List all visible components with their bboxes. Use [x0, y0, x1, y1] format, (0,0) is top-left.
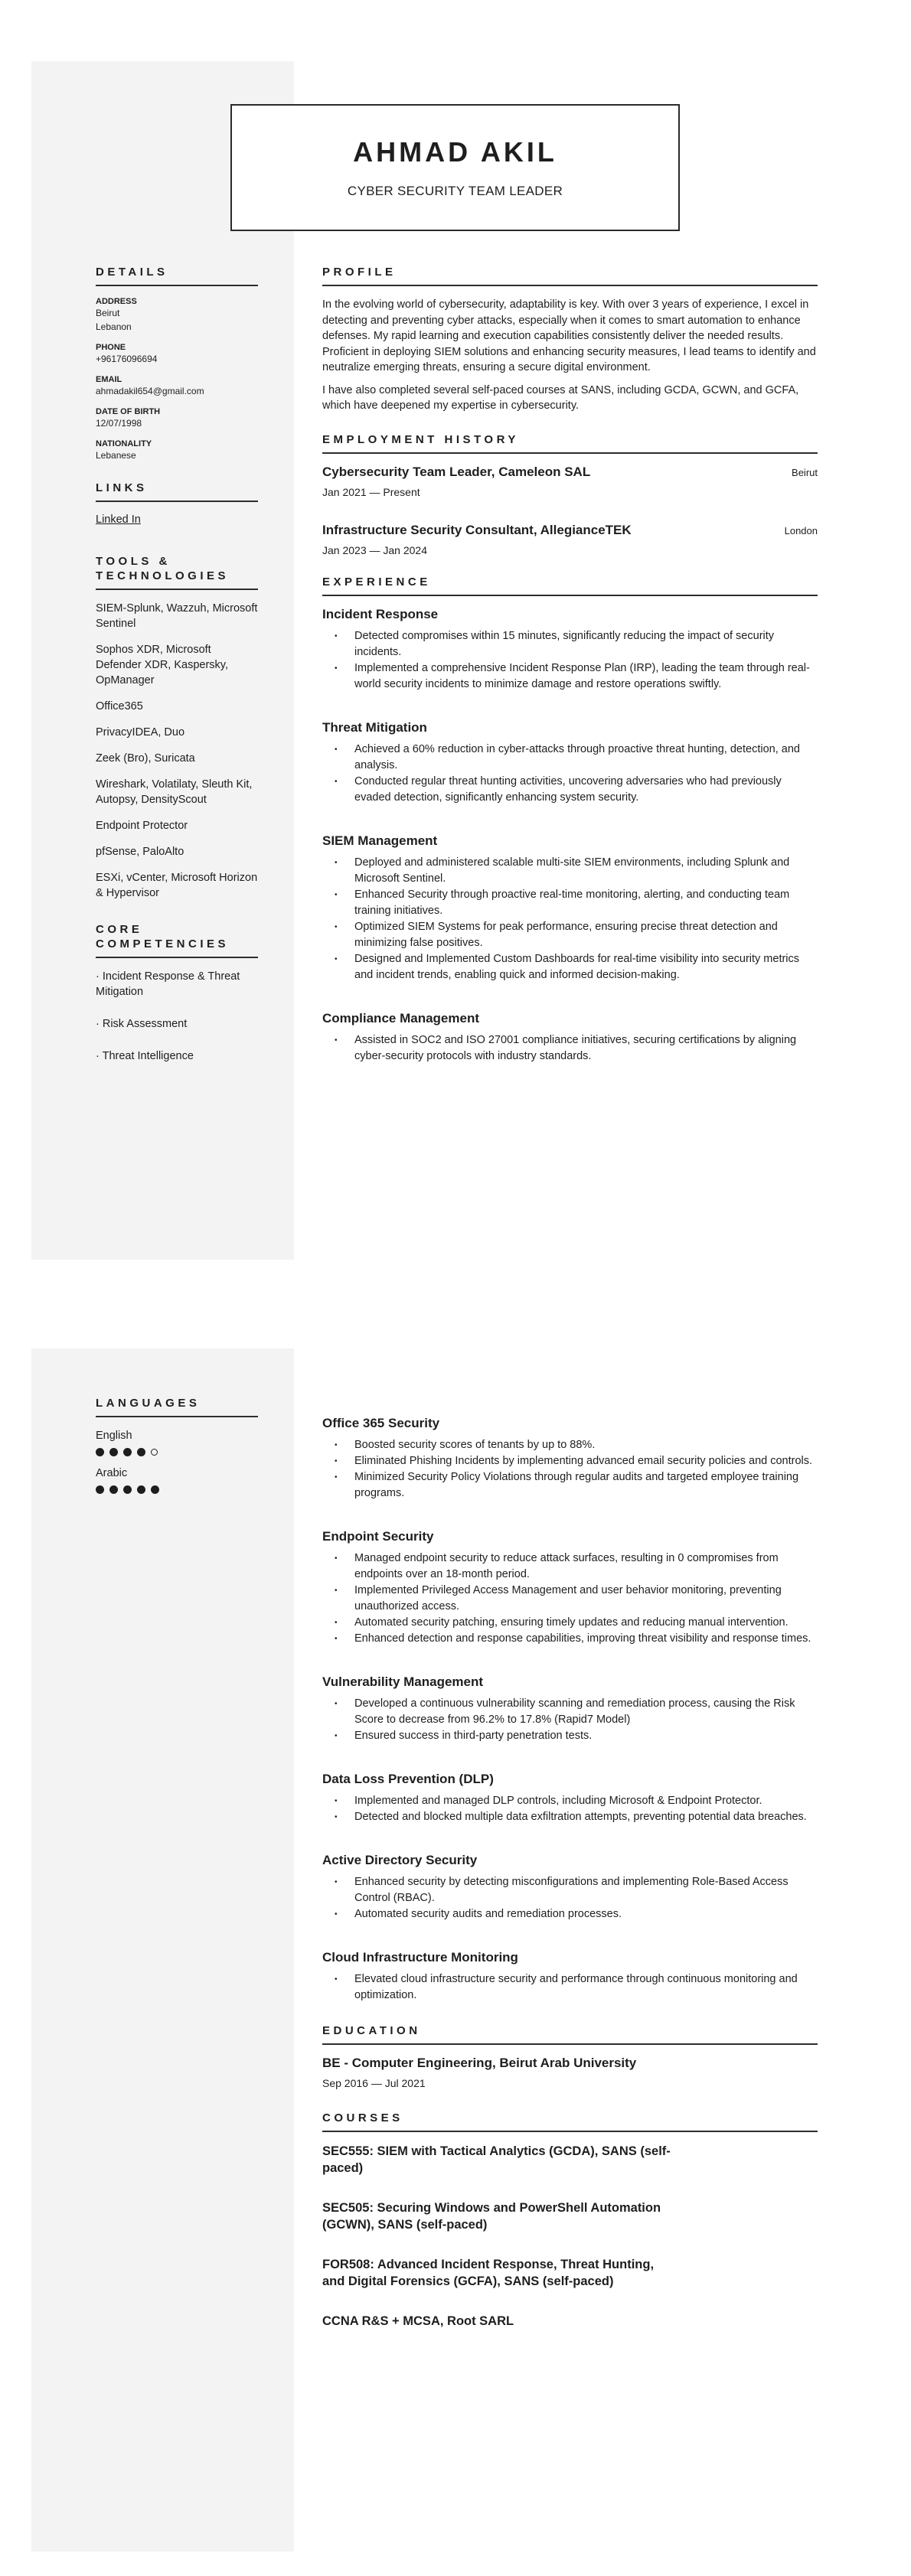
main-column: [322, 1416, 818, 2353]
bullet-item: • Boosted security scores of tenants by up to 88%.: [354, 1437, 818, 1453]
experience-group-title: Incident Response: [322, 606, 439, 621]
sidebar: [96, 1396, 258, 1503]
competency-item: · Incident Response & Threat Mitigation: [96, 970, 240, 998]
tool-item: PrivacyIDEA, Duo: [96, 726, 185, 739]
bullet-item: • Elevated cloud infrastructure security and performance through continuous monitoring and optimization.: [354, 1971, 818, 2004]
language-level: [96, 1485, 258, 1494]
address-line-1: Beirut: [96, 308, 120, 318]
tool-item: ESXi, vCenter, Microsoft Horizon & Hypervisor: [96, 872, 258, 899]
bullet-item: • Enhanced Security through proactive real-time monitoring, alerting, and conducting team training initiatives.: [354, 887, 818, 919]
bullet-item: • Detected compromises within 15 minutes, significantly reducing the impact of security incidents.: [354, 628, 818, 660]
tool-item: Wireshark, Volatilaty, Sleuth Kit, Autopsy, DensityScout: [96, 778, 253, 806]
address-label: ADDRESS: [96, 297, 137, 306]
bullet-item: • Optimized SIEM Systems for peak performance, ensuring precise threat detection and minimizing false positives.: [354, 919, 818, 951]
resume-page-1: [0, 61, 911, 1260]
tool-item: Office365: [96, 700, 143, 712]
experience-group-title: Office 365 Security: [322, 1416, 440, 1430]
bullet-item: • Automated security patching, ensuring timely updates and reducing manual intervention.: [354, 1615, 818, 1631]
dob-value: 12/07/1998: [96, 418, 142, 429]
main-column: [322, 265, 818, 1065]
education-heading: EDUCATION: [322, 2023, 818, 2045]
details-heading: DETAILS: [96, 265, 258, 286]
bullet-item: • Conducted regular threat hunting activities, uncovering adversaries who had previously evaded detection, significantly enhancing system security.: [354, 774, 818, 806]
nationality-label: NATIONALITY: [96, 439, 152, 448]
language-entry: [96, 1428, 258, 1456]
bullet-item: • Implemented a comprehensive Incident Response Plan (IRP), leading the team through real-world security incidents to minimize damage and restore operations swiftly.: [354, 660, 818, 693]
tools-heading: TOOLS & TECHNOLOGIES: [96, 554, 258, 590]
experience-group-title: Endpoint Security: [322, 1529, 434, 1544]
level-dot-filled: [109, 1485, 118, 1494]
job-title: Infrastructure Security Consultant, AllegianceTEK: [322, 522, 632, 537]
candidate-name: AHMAD AKIL: [353, 136, 557, 168]
experience-heading: EXPERIENCE: [322, 575, 818, 596]
bullet-item: • Automated security audits and remediation processes.: [354, 1906, 818, 1922]
bullet-item: • Assisted in SOC2 and ISO 27001 compliance initiatives, securing certifications by aligning cyber-security protocols with industry standards.: [354, 1032, 818, 1065]
tool-item: Endpoint Protector: [96, 820, 188, 832]
language-name: Arabic: [96, 1467, 128, 1479]
experience-group: [322, 833, 818, 983]
education-entry: [322, 2056, 818, 2089]
links-heading: LINKS: [96, 481, 258, 502]
level-dot-filled: [137, 1485, 145, 1494]
job-dates: Jan 2023 — Jan 2024: [322, 543, 427, 556]
tool-item: pfSense, PaloAlto: [96, 846, 184, 858]
phone-value: +96176096694: [96, 354, 158, 364]
tool-item: Zeek (Bro), Suricata: [96, 752, 195, 765]
bullet-item: • Achieved a 60% reduction in cyber-attacks through proactive threat hunting, detection, and analysis.: [354, 742, 818, 774]
language-name: English: [96, 1430, 132, 1442]
course-item: CCNA R&S + MCSA, Root SARL: [322, 2314, 514, 2328]
experience-group-title: SIEM Management: [322, 833, 438, 848]
experience-group-title: Data Loss Prevention (DLP): [322, 1772, 494, 1786]
experience-group-title: Cloud Infrastructure Monitoring: [322, 1950, 518, 1965]
profile-paragraph: I have also completed several self-paced courses at SANS, including GCDA, GCWN, and GCFA, which have deepened my expertise in cybersecurity.: [322, 383, 799, 412]
experience-group: [322, 1011, 818, 1065]
resume-page-2: [0, 1348, 911, 2552]
bullet-item: • Ensured success in third-party penetration tests.: [354, 1728, 818, 1744]
course-item: SEC505: Securing Windows and PowerShell Automation (GCWN), SANS (self-paced): [322, 2201, 661, 2232]
job-location: London: [784, 524, 818, 536]
course-item: FOR508: Advanced Incident Response, Threat Hunting, and Digital Forensics (GCFA), SANS (self-paced): [322, 2258, 655, 2288]
level-dot-filled: [96, 1485, 104, 1494]
experience-group: [322, 1529, 818, 1647]
education-dates: Sep 2016 — Jul 2021: [322, 2077, 426, 2089]
address-value: [96, 306, 258, 334]
courses-heading: COURSES: [322, 2111, 818, 2132]
job-title: Cybersecurity Team Leader, Cameleon SAL: [322, 464, 591, 479]
experience-group: [322, 1416, 818, 1502]
email-label: EMAIL: [96, 375, 122, 384]
nationality-value: Lebanese: [96, 450, 136, 461]
experience-group: [322, 1950, 818, 2004]
experience-group: [322, 1674, 818, 1744]
sidebar: [96, 265, 258, 1074]
bullet-item: • Developed a continuous vulnerability scanning and remediation process, causing the Risk Score to decrease from 96.2% to 17.8% (Rapid7 Model): [354, 1696, 818, 1728]
job-location: Beirut: [792, 466, 818, 478]
tool-item: SIEM-Splunk, Wazzuh, Microsoft Sentinel: [96, 602, 258, 630]
candidate-role: CYBER SECURITY TEAM LEADER: [347, 184, 563, 198]
bullet-item: • Implemented and managed DLP controls, including Microsoft & Endpoint Protector.: [354, 1793, 818, 1809]
bullet-item: • Designed and Implemented Custom Dashboards for real-time visibility into security metrics and incident trends, enabling quick and informed decision-making.: [354, 951, 818, 983]
education-degree: BE - Computer Engineering, Beirut Arab University: [322, 2056, 637, 2070]
languages-heading: LANGUAGES: [96, 1396, 258, 1417]
header-box: [230, 104, 680, 231]
experience-group-title: Compliance Management: [322, 1010, 479, 1026]
employment-heading: EMPLOYMENT HISTORY: [322, 432, 818, 454]
bullet-item: • Deployed and administered scalable multi-site SIEM environments, including Splunk and Microsoft Sentinel.: [354, 855, 818, 887]
competency-item: · Risk Assessment: [96, 1018, 188, 1030]
level-dot-filled: [123, 1485, 132, 1494]
competency-item: · Threat Intelligence: [96, 1050, 194, 1062]
phone-label: PHONE: [96, 343, 126, 352]
level-dot-filled: [137, 1448, 145, 1456]
level-dot-filled: [109, 1448, 118, 1456]
job-dates: Jan 2021 — Present: [322, 485, 420, 498]
course-item: SEC555: SIEM with Tactical Analytics (GCDA), SANS (self-paced): [322, 2144, 671, 2175]
dob-label: DATE OF BIRTH: [96, 407, 161, 416]
bullet-item: • Enhanced security by detecting misconfigurations and implementing Role-Based Access Control (RBAC).: [354, 1874, 818, 1906]
bullet-item: • Implemented Privileged Access Management and user behavior monitoring, preventing unauthorized access.: [354, 1583, 818, 1615]
language-level: [96, 1448, 258, 1456]
tool-item: Sophos XDR, Microsoft Defender XDR, Kaspersky, OpManager: [96, 644, 228, 686]
experience-group-title: Vulnerability Management: [322, 1674, 484, 1689]
profile-paragraph: In the evolving world of cybersecurity, adaptability is key. With over 3 years of experience, I excel in detecting and preventing cyber attacks, especially when it comes to smart automation to enhance defenses. My rapid learning and execution capabilities consistently deliver the needed results. Proficient in deploying SIEM solutions and enhancing security measures, I lead teams to identify and neutralize emerging threats, ensuring a secure digital environment.: [322, 298, 816, 373]
linkedin-link[interactable]: Linked In: [96, 514, 141, 526]
level-dot-empty: [151, 1449, 158, 1456]
email-value: ahmadakil654@gmail.com: [96, 386, 204, 396]
language-entry: [96, 1466, 258, 1494]
competencies-heading: CORE COMPETENCIES: [96, 922, 258, 958]
sidebar-background: [31, 1348, 294, 2552]
bullet-item: • Eliminated Phishing Incidents by implementing advanced email security policies and controls.: [354, 1453, 818, 1469]
address-line-2: Lebanon: [96, 321, 132, 332]
experience-group-title: Active Directory Security: [322, 1853, 478, 1867]
bullet-item: • Managed endpoint security to reduce attack surfaces, resulting in 0 compromises from endpoints over an 18-month period.: [354, 1550, 818, 1583]
experience-group: [322, 607, 818, 693]
profile-heading: PROFILE: [322, 265, 818, 286]
job-entry: [322, 523, 818, 556]
level-dot-filled: [96, 1448, 104, 1456]
experience-group-title: Threat Mitigation: [322, 719, 427, 735]
experience-group: [322, 720, 818, 806]
level-dot-filled: [123, 1448, 132, 1456]
job-entry: [322, 465, 818, 498]
experience-group: [322, 1772, 818, 1825]
experience-group: [322, 1853, 818, 1922]
bullet-item: • Detected and blocked multiple data exfiltration attempts, preventing potential data breaches.: [354, 1809, 818, 1825]
bullet-item: • Minimized Security Policy Violations through regular audits and targeted employee training programs.: [354, 1469, 818, 1502]
bullet-item: • Enhanced detection and response capabilities, improving threat visibility and response times.: [354, 1631, 818, 1647]
level-dot-filled: [151, 1485, 159, 1494]
